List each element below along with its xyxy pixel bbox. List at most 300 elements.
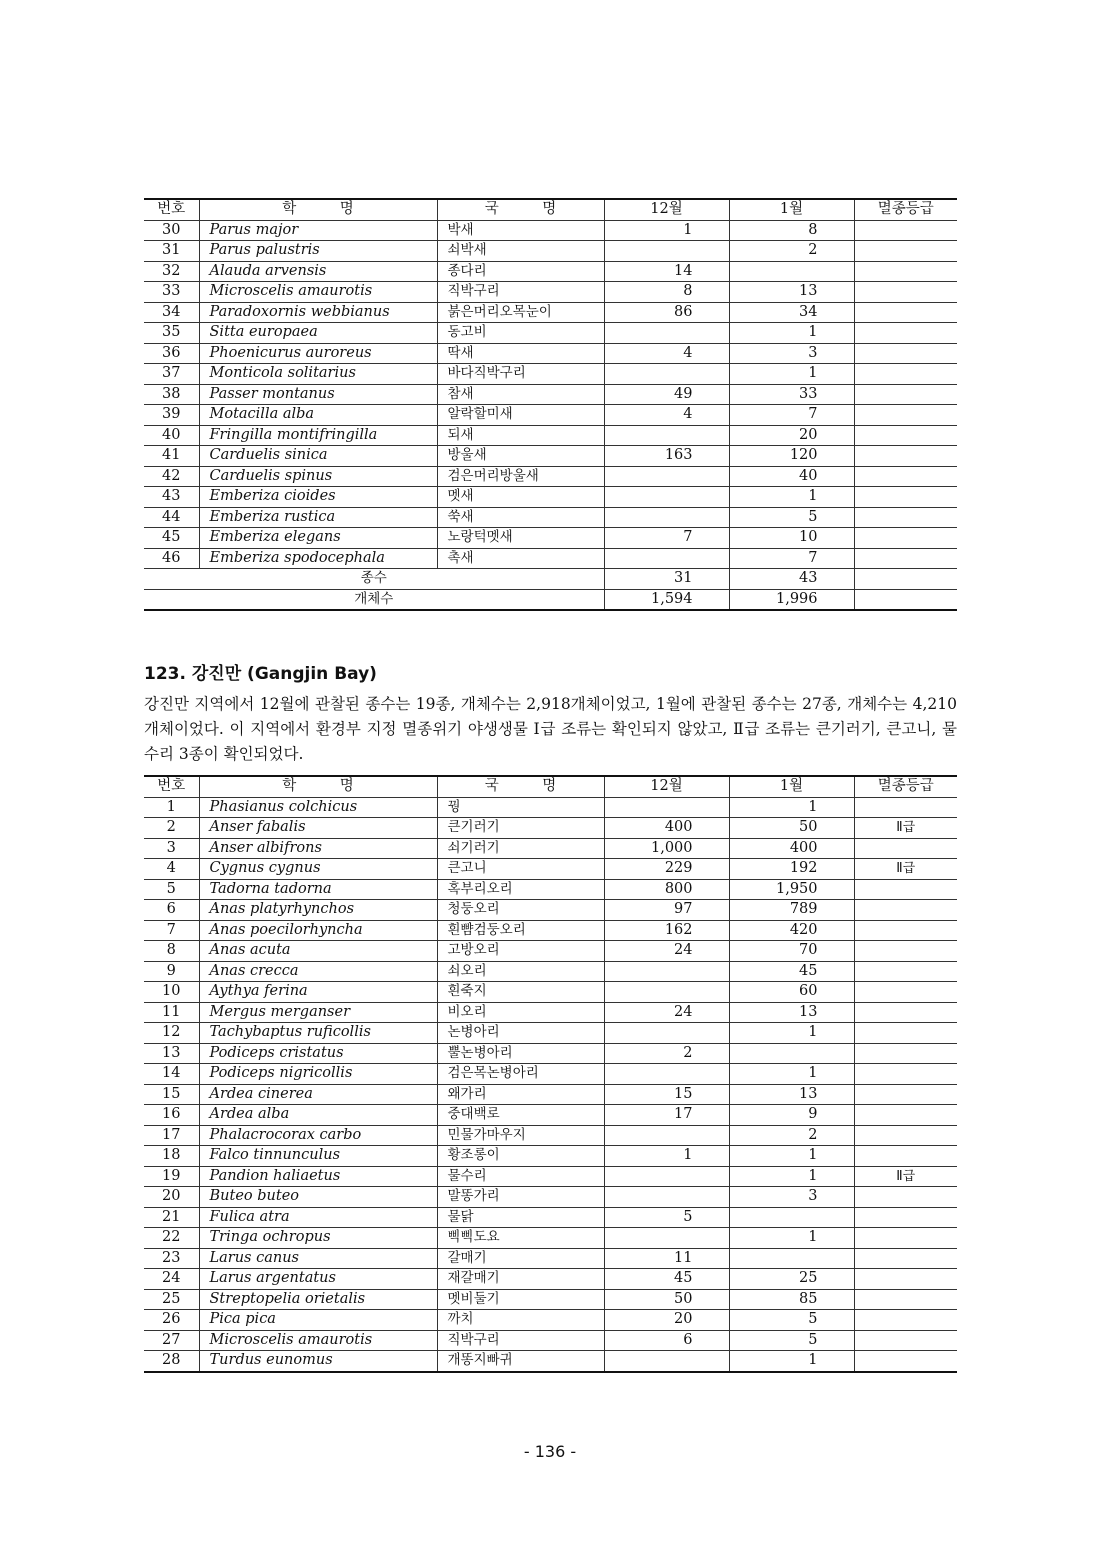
korean-name: 바다직박구리 (437, 364, 604, 385)
january-count: 420 (729, 920, 854, 941)
row-number: 21 (144, 1207, 199, 1228)
row-number: 12 (144, 1023, 199, 1044)
table-2-body (144, 776, 957, 1372)
january-count: 1 (729, 1146, 854, 1167)
scientific-name: Cygnus cygnus (199, 859, 437, 880)
scientific-name: Streptopelia orietalis (199, 1289, 437, 1310)
december-count (604, 364, 729, 385)
january-count: 85 (729, 1289, 854, 1310)
table-row (144, 1146, 957, 1167)
scientific-name: Emberiza elegans (199, 528, 437, 549)
individual-total-row (144, 589, 957, 610)
scientific-name: Pandion haliaetus (199, 1166, 437, 1187)
scientific-name: Phoenicurus auroreus (199, 343, 437, 364)
scientific-name: Alauda arvensis (199, 261, 437, 282)
korean-name: 검은목논병아리 (437, 1064, 604, 1085)
row-number: 42 (144, 466, 199, 487)
endangered-grade (854, 1289, 957, 1310)
endangered-grade (854, 261, 957, 282)
january-count: 2 (729, 1125, 854, 1146)
korean-name: 갈매기 (437, 1248, 604, 1269)
january-count (729, 1043, 854, 1064)
endangered-grade (854, 241, 957, 262)
table-row (144, 1207, 957, 1228)
january-count: 20 (729, 425, 854, 446)
table-row (144, 1105, 957, 1126)
endangered-grade (854, 797, 957, 818)
endangered-grade (854, 1248, 957, 1269)
table-row (144, 1166, 957, 1187)
scientific-name: Larus argentatus (199, 1269, 437, 1290)
total-label: 개체수 (144, 589, 604, 610)
korean-name: 꿩 (437, 797, 604, 818)
table-row (144, 1043, 957, 1064)
row-number: 22 (144, 1228, 199, 1249)
korean-name: 직박구리 (437, 282, 604, 303)
scientific-name: Ardea cinerea (199, 1084, 437, 1105)
table-header-row (144, 776, 957, 797)
row-number: 18 (144, 1146, 199, 1167)
korean-name: 흰뺨검둥오리 (437, 920, 604, 941)
table-row (144, 900, 957, 921)
december-count: 2 (604, 1043, 729, 1064)
scientific-name: Anser albifrons (199, 838, 437, 859)
december-count: 24 (604, 1002, 729, 1023)
table-row (144, 220, 957, 241)
table-row (144, 982, 957, 1003)
endangered-grade (854, 1228, 957, 1249)
january-count: 1 (729, 1228, 854, 1249)
december-total: 1,594 (604, 589, 729, 610)
january-count: 1 (729, 1023, 854, 1044)
january-count: 192 (729, 859, 854, 880)
table-row (144, 920, 957, 941)
table-row (144, 302, 957, 323)
korean-name: 박새 (437, 220, 604, 241)
header-no: 번호 (144, 776, 199, 797)
december-count: 6 (604, 1330, 729, 1351)
korean-name: 혹부리오리 (437, 879, 604, 900)
scientific-name: Carduelis sinica (199, 446, 437, 467)
endangered-grade (854, 528, 957, 549)
header-scientific-name: 학 명 (199, 199, 437, 220)
december-count: 4 (604, 343, 729, 364)
endangered-grade (854, 1084, 957, 1105)
january-count: 7 (729, 405, 854, 426)
korean-name: 개똥지빠귀 (437, 1351, 604, 1372)
january-count: 1 (729, 1064, 854, 1085)
scientific-name: Aythya ferina (199, 982, 437, 1003)
row-number: 27 (144, 1330, 199, 1351)
endangered-grade (854, 941, 957, 962)
row-number: 8 (144, 941, 199, 962)
row-number: 26 (144, 1310, 199, 1331)
korean-name: 검은머리방울새 (437, 466, 604, 487)
table-row (144, 1351, 957, 1372)
january-count: 5 (729, 1310, 854, 1331)
row-number: 33 (144, 282, 199, 303)
january-count: 34 (729, 302, 854, 323)
table-header-row (144, 199, 957, 220)
scientific-name: Phasianus colchicus (199, 797, 437, 818)
row-number: 14 (144, 1064, 199, 1085)
scientific-name: Paradoxornis webbianus (199, 302, 437, 323)
endangered-grade (854, 1269, 957, 1290)
table-1-body (144, 199, 957, 610)
scientific-name: Larus canus (199, 1248, 437, 1269)
january-count: 3 (729, 343, 854, 364)
january-count: 8 (729, 220, 854, 241)
endangered-grade (854, 1125, 957, 1146)
january-count: 5 (729, 1330, 854, 1351)
scientific-name: Podiceps nigricollis (199, 1064, 437, 1085)
january-count: 13 (729, 1002, 854, 1023)
row-number: 3 (144, 838, 199, 859)
row-number: 7 (144, 920, 199, 941)
korean-name: 종다리 (437, 261, 604, 282)
january-count: 1 (729, 487, 854, 508)
december-count: 14 (604, 261, 729, 282)
endangered-grade (854, 343, 957, 364)
january-count: 9 (729, 1105, 854, 1126)
scientific-name: Tadorna tadorna (199, 879, 437, 900)
december-count: 1 (604, 1146, 729, 1167)
header-december: 12월 (604, 776, 729, 797)
korean-name: 큰고니 (437, 859, 604, 880)
row-number: 5 (144, 879, 199, 900)
korean-name: 물닭 (437, 1207, 604, 1228)
endangered-grade (854, 961, 957, 982)
endangered-grade (854, 220, 957, 241)
row-number: 43 (144, 487, 199, 508)
korean-name: 붉은머리오목눈이 (437, 302, 604, 323)
scientific-name: Parus major (199, 220, 437, 241)
table-row (144, 261, 957, 282)
december-count: 5 (604, 1207, 729, 1228)
endangered-grade (854, 838, 957, 859)
endangered-grade (854, 323, 957, 344)
january-count: 13 (729, 1084, 854, 1105)
january-count: 33 (729, 384, 854, 405)
december-count (604, 1187, 729, 1208)
january-count: 789 (729, 900, 854, 921)
table-row (144, 961, 957, 982)
section-title: 123. 강진만 (Gangjin Bay) (144, 664, 377, 684)
january-total: 43 (729, 569, 854, 590)
table-row (144, 405, 957, 426)
december-total: 31 (604, 569, 729, 590)
row-number: 23 (144, 1248, 199, 1269)
header-scientific-name: 학 명 (199, 776, 437, 797)
table-row (144, 1330, 957, 1351)
table-row (144, 343, 957, 364)
scientific-name: Parus palustris (199, 241, 437, 262)
january-count: 60 (729, 982, 854, 1003)
january-count: 400 (729, 838, 854, 859)
row-number: 2 (144, 818, 199, 839)
december-count (604, 323, 729, 344)
row-number: 17 (144, 1125, 199, 1146)
korean-name: 말똥가리 (437, 1187, 604, 1208)
endangered-grade (854, 1187, 957, 1208)
korean-name: 물수리 (437, 1166, 604, 1187)
korean-name: 멧비둘기 (437, 1289, 604, 1310)
korean-name: 민물가마우지 (437, 1125, 604, 1146)
header-no: 번호 (144, 199, 199, 220)
january-count: 25 (729, 1269, 854, 1290)
table-row (144, 1125, 957, 1146)
december-count (604, 466, 729, 487)
december-count: 50 (604, 1289, 729, 1310)
row-number: 28 (144, 1351, 199, 1372)
table-row (144, 528, 957, 549)
december-count (604, 797, 729, 818)
scientific-name: Sitta europaea (199, 323, 437, 344)
december-count (604, 1228, 729, 1249)
endangered-grade (854, 982, 957, 1003)
header-december: 12월 (604, 199, 729, 220)
table-row (144, 1248, 957, 1269)
row-number: 38 (144, 384, 199, 405)
row-number: 37 (144, 364, 199, 385)
endangered-grade (854, 384, 957, 405)
december-count: 1 (604, 220, 729, 241)
scientific-name: Fringilla montifringilla (199, 425, 437, 446)
header-january: 1월 (729, 199, 854, 220)
grade-empty (854, 589, 957, 610)
korean-name: 멧새 (437, 487, 604, 508)
row-number: 32 (144, 261, 199, 282)
table-row (144, 323, 957, 344)
endangered-grade (854, 1064, 957, 1085)
row-number: 19 (144, 1166, 199, 1187)
korean-name: 중대백로 (437, 1105, 604, 1126)
table-row (144, 879, 957, 900)
december-count (604, 548, 729, 569)
korean-name: 청둥오리 (437, 900, 604, 921)
december-count: 17 (604, 1105, 729, 1126)
header-grade: 멸종등급 (854, 776, 957, 797)
korean-name: 뿔논병아리 (437, 1043, 604, 1064)
scientific-name: Falco tinnunculus (199, 1146, 437, 1167)
scientific-name: Tringa ochropus (199, 1228, 437, 1249)
table-row (144, 548, 957, 569)
scientific-name: Monticola solitarius (199, 364, 437, 385)
endangered-grade (854, 1310, 957, 1331)
endangered-grade: Ⅱ급 (854, 859, 957, 880)
scientific-name: Carduelis spinus (199, 466, 437, 487)
korean-name: 딱새 (437, 343, 604, 364)
december-count: 7 (604, 528, 729, 549)
korean-name: 비오리 (437, 1002, 604, 1023)
table-row (144, 1084, 957, 1105)
scientific-name: Anas poecilorhyncha (199, 920, 437, 941)
korean-name: 참새 (437, 384, 604, 405)
table-row (144, 364, 957, 385)
row-number: 15 (144, 1084, 199, 1105)
endangered-grade (854, 487, 957, 508)
december-count: 15 (604, 1084, 729, 1105)
scientific-name: Pica pica (199, 1310, 437, 1331)
january-count: 3 (729, 1187, 854, 1208)
january-count: 120 (729, 446, 854, 467)
table-row (144, 797, 957, 818)
endangered-grade (854, 446, 957, 467)
table-row (144, 1187, 957, 1208)
table-row (144, 487, 957, 508)
december-count (604, 425, 729, 446)
december-count: 162 (604, 920, 729, 941)
table-row (144, 1064, 957, 1085)
scientific-name: Buteo buteo (199, 1187, 437, 1208)
january-count: 50 (729, 818, 854, 839)
december-count (604, 1064, 729, 1085)
december-count (604, 507, 729, 528)
december-count (604, 1125, 729, 1146)
january-count (729, 1207, 854, 1228)
december-count: 8 (604, 282, 729, 303)
scientific-name: Passer montanus (199, 384, 437, 405)
korean-name: 고방오리 (437, 941, 604, 962)
scientific-name: Tachybaptus ruficollis (199, 1023, 437, 1044)
row-number: 46 (144, 548, 199, 569)
december-count (604, 1023, 729, 1044)
endangered-grade (854, 1207, 957, 1228)
korean-name: 까치 (437, 1310, 604, 1331)
korean-name: 논병아리 (437, 1023, 604, 1044)
december-count (604, 1166, 729, 1187)
december-count (604, 1351, 729, 1372)
scientific-name: Anser fabalis (199, 818, 437, 839)
january-count (729, 261, 854, 282)
scientific-name: Anas platyrhynchos (199, 900, 437, 921)
row-number: 1 (144, 797, 199, 818)
korean-name: 알락할미새 (437, 405, 604, 426)
species-total-row (144, 569, 957, 590)
korean-name: 방울새 (437, 446, 604, 467)
row-number: 36 (144, 343, 199, 364)
december-count (604, 961, 729, 982)
header-korean-name: 국 명 (437, 199, 604, 220)
january-count: 1 (729, 1166, 854, 1187)
endangered-grade (854, 1002, 957, 1023)
row-number: 45 (144, 528, 199, 549)
row-number: 35 (144, 323, 199, 344)
endangered-grade: Ⅱ급 (854, 818, 957, 839)
december-count: 400 (604, 818, 729, 839)
row-number: 13 (144, 1043, 199, 1064)
korean-name: 흰죽지 (437, 982, 604, 1003)
endangered-grade (854, 507, 957, 528)
table-row (144, 241, 957, 262)
december-count (604, 241, 729, 262)
korean-name: 삑삑도요 (437, 1228, 604, 1249)
december-count: 45 (604, 1269, 729, 1290)
row-number: 16 (144, 1105, 199, 1126)
endangered-grade (854, 405, 957, 426)
endangered-grade (854, 1146, 957, 1167)
table-row (144, 507, 957, 528)
december-count (604, 982, 729, 1003)
december-count: 86 (604, 302, 729, 323)
scientific-name: Microscelis amaurotis (199, 282, 437, 303)
december-count: 163 (604, 446, 729, 467)
scientific-name: Anas acuta (199, 941, 437, 962)
row-number: 24 (144, 1269, 199, 1290)
december-count: 20 (604, 1310, 729, 1331)
row-number: 41 (144, 446, 199, 467)
january-count: 7 (729, 548, 854, 569)
scientific-name: Turdus eunomus (199, 1351, 437, 1372)
january-count: 2 (729, 241, 854, 262)
row-number: 34 (144, 302, 199, 323)
december-count: 97 (604, 900, 729, 921)
grade-empty (854, 569, 957, 590)
december-count (604, 487, 729, 508)
scientific-name: Fulica atra (199, 1207, 437, 1228)
endangered-grade (854, 282, 957, 303)
row-number: 30 (144, 220, 199, 241)
table-row (144, 1310, 957, 1331)
january-count: 70 (729, 941, 854, 962)
row-number: 20 (144, 1187, 199, 1208)
endangered-grade (854, 1023, 957, 1044)
january-count: 1 (729, 1351, 854, 1372)
header-grade: 멸종등급 (854, 199, 957, 220)
table-row (144, 941, 957, 962)
row-number: 44 (144, 507, 199, 528)
korean-name: 쇠오리 (437, 961, 604, 982)
korean-name: 동고비 (437, 323, 604, 344)
december-count: 49 (604, 384, 729, 405)
row-number: 40 (144, 425, 199, 446)
total-label: 종수 (144, 569, 604, 590)
korean-name: 되새 (437, 425, 604, 446)
table-row (144, 466, 957, 487)
endangered-grade (854, 1351, 957, 1372)
row-number: 6 (144, 900, 199, 921)
endangered-grade (854, 900, 957, 921)
january-count: 1 (729, 797, 854, 818)
december-count: 4 (604, 405, 729, 426)
december-count: 11 (604, 1248, 729, 1269)
row-number: 11 (144, 1002, 199, 1023)
scientific-name: Ardea alba (199, 1105, 437, 1126)
scientific-name: Motacilla alba (199, 405, 437, 426)
january-count: 45 (729, 961, 854, 982)
endangered-grade (854, 920, 957, 941)
table-row (144, 446, 957, 467)
header-january: 1월 (729, 776, 854, 797)
species-table-1 (144, 198, 957, 611)
row-number: 10 (144, 982, 199, 1003)
january-count: 5 (729, 507, 854, 528)
table-row (144, 1269, 957, 1290)
row-number: 25 (144, 1289, 199, 1310)
korean-name: 왜가리 (437, 1084, 604, 1105)
scientific-name: Mergus merganser (199, 1002, 437, 1023)
table-row (144, 838, 957, 859)
korean-name: 황조롱이 (437, 1146, 604, 1167)
table-row (144, 425, 957, 446)
endangered-grade (854, 302, 957, 323)
endangered-grade (854, 1105, 957, 1126)
korean-name: 노랑턱멧새 (437, 528, 604, 549)
table-row (144, 384, 957, 405)
row-number: 39 (144, 405, 199, 426)
korean-name: 큰기러기 (437, 818, 604, 839)
january-count: 1,950 (729, 879, 854, 900)
